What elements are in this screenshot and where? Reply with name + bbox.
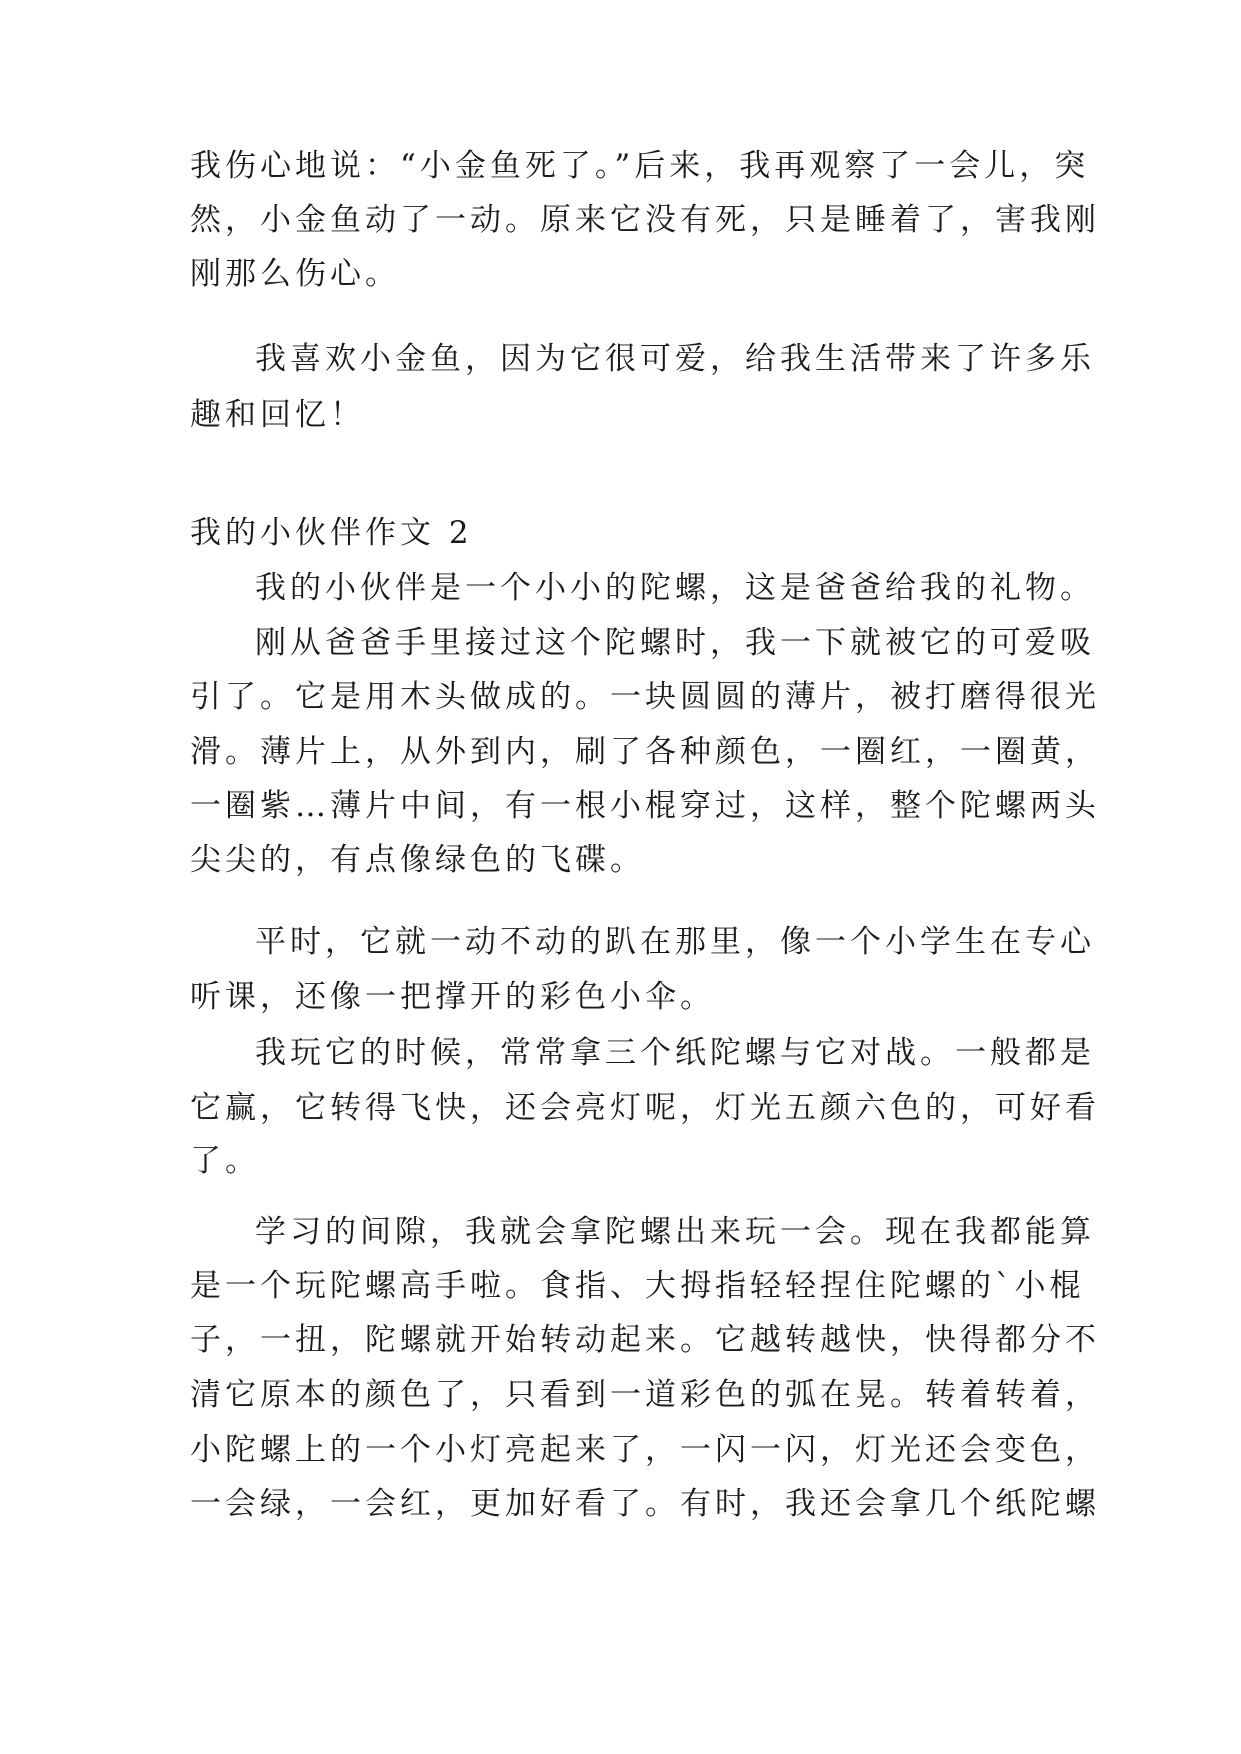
text-line: 滑。薄片上，从外到内，刷了各种颜色，一圈红，一圈黄， [190,734,1100,770]
text-line: 清它原本的颜色了，只看到一道彩色的弧在晃。转着转着， [190,1377,1100,1413]
text-line: 我玩它的时候，常常拿三个纸陀螺与它对战。一般都是 [255,1035,1095,1071]
text-line: 听课，还像一把撑开的彩色小伞。 [190,979,715,1015]
text-line: 平时，它就一动不动的趴在那里，像一个小学生在专心 [255,924,1095,960]
text-line: 我伤心地说：“小金鱼死了。”后来，我再观察了一会儿，突 [190,148,1090,184]
text-line: 学习的间隙，我就会拿陀螺出来玩一会。现在我都能算 [255,1214,1095,1250]
text-line: 刚从爸爸手里接过这个陀螺时，我一下就被它的可爱吸 [255,625,1095,661]
text-line: 趣和回忆！ [190,397,365,433]
text-line: 是一个玩陀螺高手啦。食指、大拇指轻轻捏住陀螺的`小棍 [190,1268,1085,1304]
text-line: 一圈紫…薄片中间，有一根小棍穿过，这样，整个陀螺两头 [190,788,1100,824]
text-line: 然，小金鱼动了一动。原来它没有死，只是睡着了，害我刚 [190,202,1100,238]
text-line: 了。 [190,1143,260,1179]
text-line: 它赢，它转得飞快，还会亮灯呢，灯光五颜六色的，可好看 [190,1090,1100,1126]
text-line: 引了。它是用木头做成的。一块圆圆的薄片，被打磨得很光 [190,679,1100,715]
essay-title: 我的小伙伴作文 2 [190,515,473,551]
text-line: 刚那么伤心。 [190,256,400,292]
text-line: 尖尖的，有点像绿色的飞碟。 [190,842,645,878]
text-line: 一会绿，一会红，更加好看了。有时，我还会拿几个纸陀螺 [190,1486,1100,1522]
text-line: 我喜欢小金鱼，因为它很可爱，给我生活带来了许多乐 [255,341,1095,377]
text-line: 我的小伙伴是一个小小的陀螺，这是爸爸给我的礼物。 [255,570,1095,606]
text-line: 子，一扭，陀螺就开始转动起来。它越转越快，快得都分不 [190,1322,1100,1358]
text-line: 小陀螺上的一个小灯亮起来了，一闪一闪，灯光还会变色， [190,1432,1100,1468]
